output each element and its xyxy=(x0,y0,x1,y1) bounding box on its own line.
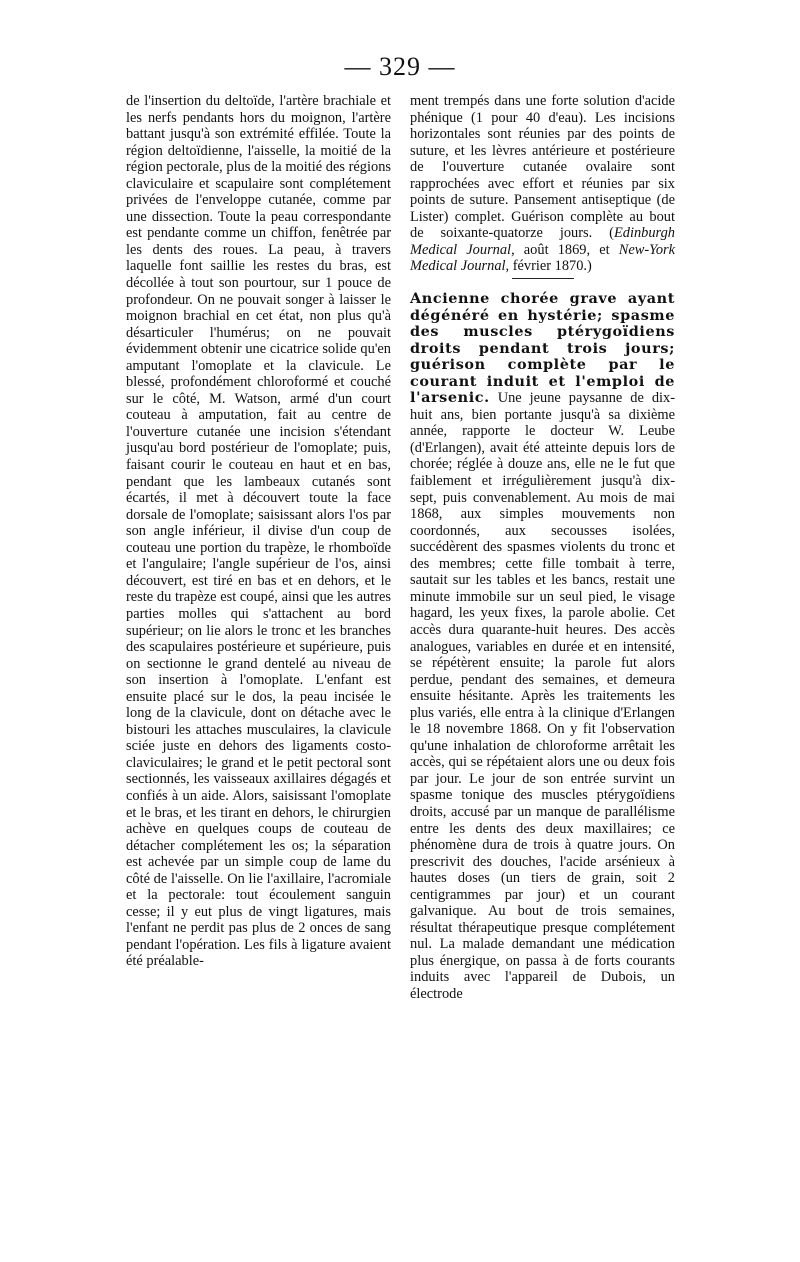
section-divider xyxy=(512,278,574,279)
intro-text: ment trempés dans une forte solution d'acide phénique (1 pour 40 d'eau). Les incisions horizontales sont réunies par des points de suture, et les lèvres antérieure et postérieure de l'ouverture cutanée ovalaire sont rapprochées avec effort et réunies par six points de suture. Pansement antiseptique (de Lister) complet. Guérison complète au bout de soixante-quatorze jours. ( xyxy=(410,93,675,242)
article-body: Une jeune paysanne de dix-huit ans, bien portante jusqu'à sa dixième année, rapporte le docteur W. Leube (d'Erlangen), avait été atteinte depuis lors de chorée; réglée à douze ans, elle ne le fut que faiblement et irrégulièrement jusqu'à dix-sept, puis convenablement. Au mois de mai 1868, aux simples mouvements non coordonnés, aux secousses isolées, succédèrent des spasmes violents du tronc et des membres; cette fille tombait à terre, sautait sur les tables et les bancs, restait une minute immobile sur un seul pied, le visage hagard, les yeux fixes, la parole abolie. Cet accès dura quarante-huit heures. Des accès analogues, variables en durée et en intensité, se répétèrent ensuite; la parole fut alors perdue, pendant des semaines, et demeura ensuite hésitante. Après les traitements les plus variés, elle entra à la clinique d'Erlangen le 18 novembre 1868. On y fit l'observation qu'une inhalation de chloroforme arrêtait les accès, qui se répétaient alors une ou deux fois par jour. Le jour de son entrée survint un spasme tonique des muscles ptérygoïdiens droits, accusé par un manque de parallélisme entre les dents des deux maxillaires; ce phénomène dura de trois à quatre jours. On prescrivit des douches, l'acide arsénieux à hautes doses (un tiers de grain, soit 2 centigrammes par jour) et un courant galvanique. Au bout de trois semaines, résultat thérapeutique presque complétement nul. La malade demandant une médication plus énergique, on passa à de forts courants induits avec l'appareil de Dubois, un électrode xyxy=(410,390,675,1002)
reference-new-york: New-York Medical Journal xyxy=(410,241,676,275)
reference-edinburgh-date: , août 1869, et xyxy=(511,241,619,258)
reference-edinburgh: Edinburgh Medical Journal xyxy=(410,225,675,258)
page-number: — 329 — xyxy=(344,52,456,81)
article-heading: Ancienne chorée grave ayant dégénéré en hystérie; spasme des muscles ptérygoïdiens droits pendant trois jours; guérison complète par le courant induit et l'emploi de l'arsenic. xyxy=(410,290,675,407)
reference-new-york-date: , février 1870.) xyxy=(505,258,592,275)
right-column-intro xyxy=(410,93,675,275)
article-paragraph xyxy=(410,291,675,1003)
left-column xyxy=(126,93,391,970)
left-column-paragraph: de l'insertion du deltoïde, l'artère brachiale et les nerfs pendants hors du moignon, l'artère battant jusqu'à son extrémité effilée. Toute la région deltoïdienne, l'aisselle, la moitié de la région pectorale, plus de la moitié des régions claviculaire et scapulaire sont complétement privées de l'enveloppe cutanée, comme par une dissection. Toute la peau correspondante est pendante comme un chiffon, fenêtrée par les dents des roues. La peau, à travers laquelle font saillie les restes du bras, est décollée à tout son pourtour, sur 1 pouce de profondeur. On ne pouvait songer à laisser le moignon brachial en cet état, non plus qu'à désarticuler l'humérus; on ne pouvait évidemment obtenir une cicatrice solide qu'en amputant l'omoplate et la clavicule. Le blessé, profondément chloroformé et couché sur le côté, M. Watson, armé d'un court couteau à amputation, fait au centre de l'ouverture cutanée une incision s'étendant jusqu'au bord postérieur de l'omoplate; puis, faisant courir le couteau en haut et en bas, pendant que les lambeaux cutanés sont écartés, il met à découvert toute la face dorsale de l'omoplate; saisissant alors l'os par son angle inférieur, il divise d'un coup de couteau une portion du trapèze, le rhomboïde et l'angulaire; l'angle supérieur de l'os, ainsi découvert, est tiré en bas et en dehors, et le reste du trapèze est coupé, ainsi que les autres parties molles qui s'attachent au bord supérieur; on lie alors le tronc et les branches des scapulaires postérieure et supérieure, puis on sectionne le grand dentelé au niveau de son insertion à l'omoplate. L'enfant est ensuite placé sur le dos, la peau incisée le long de la clavicule, dont on détache avec le bistouri les attaches musculaires, la clavicule sciée juste en dehors des ligaments costo-claviculaires; le grand et le petit pectoral sont sectionnés, les vaisseaux axillaires dégagés et confiés à un aide. Alors, saisissant l'omoplate et le bras, et les tirant en dehors, le chirurgien achève en quelques coups de couteau de détacher complétement les os; la séparation est achevée par un simple coup de lame du côté de l'aisselle. On lie l'axillaire, l'acromiale et la pectorale: tout écoulement sanguin cesse; il y eut plus de vingt ligatures, mais l'enfant ne perdit pas plus de 2 onces de sang pendant l'opération. Les fils à ligature avaient été préalable- xyxy=(126,93,391,970)
right-column xyxy=(410,93,675,1003)
